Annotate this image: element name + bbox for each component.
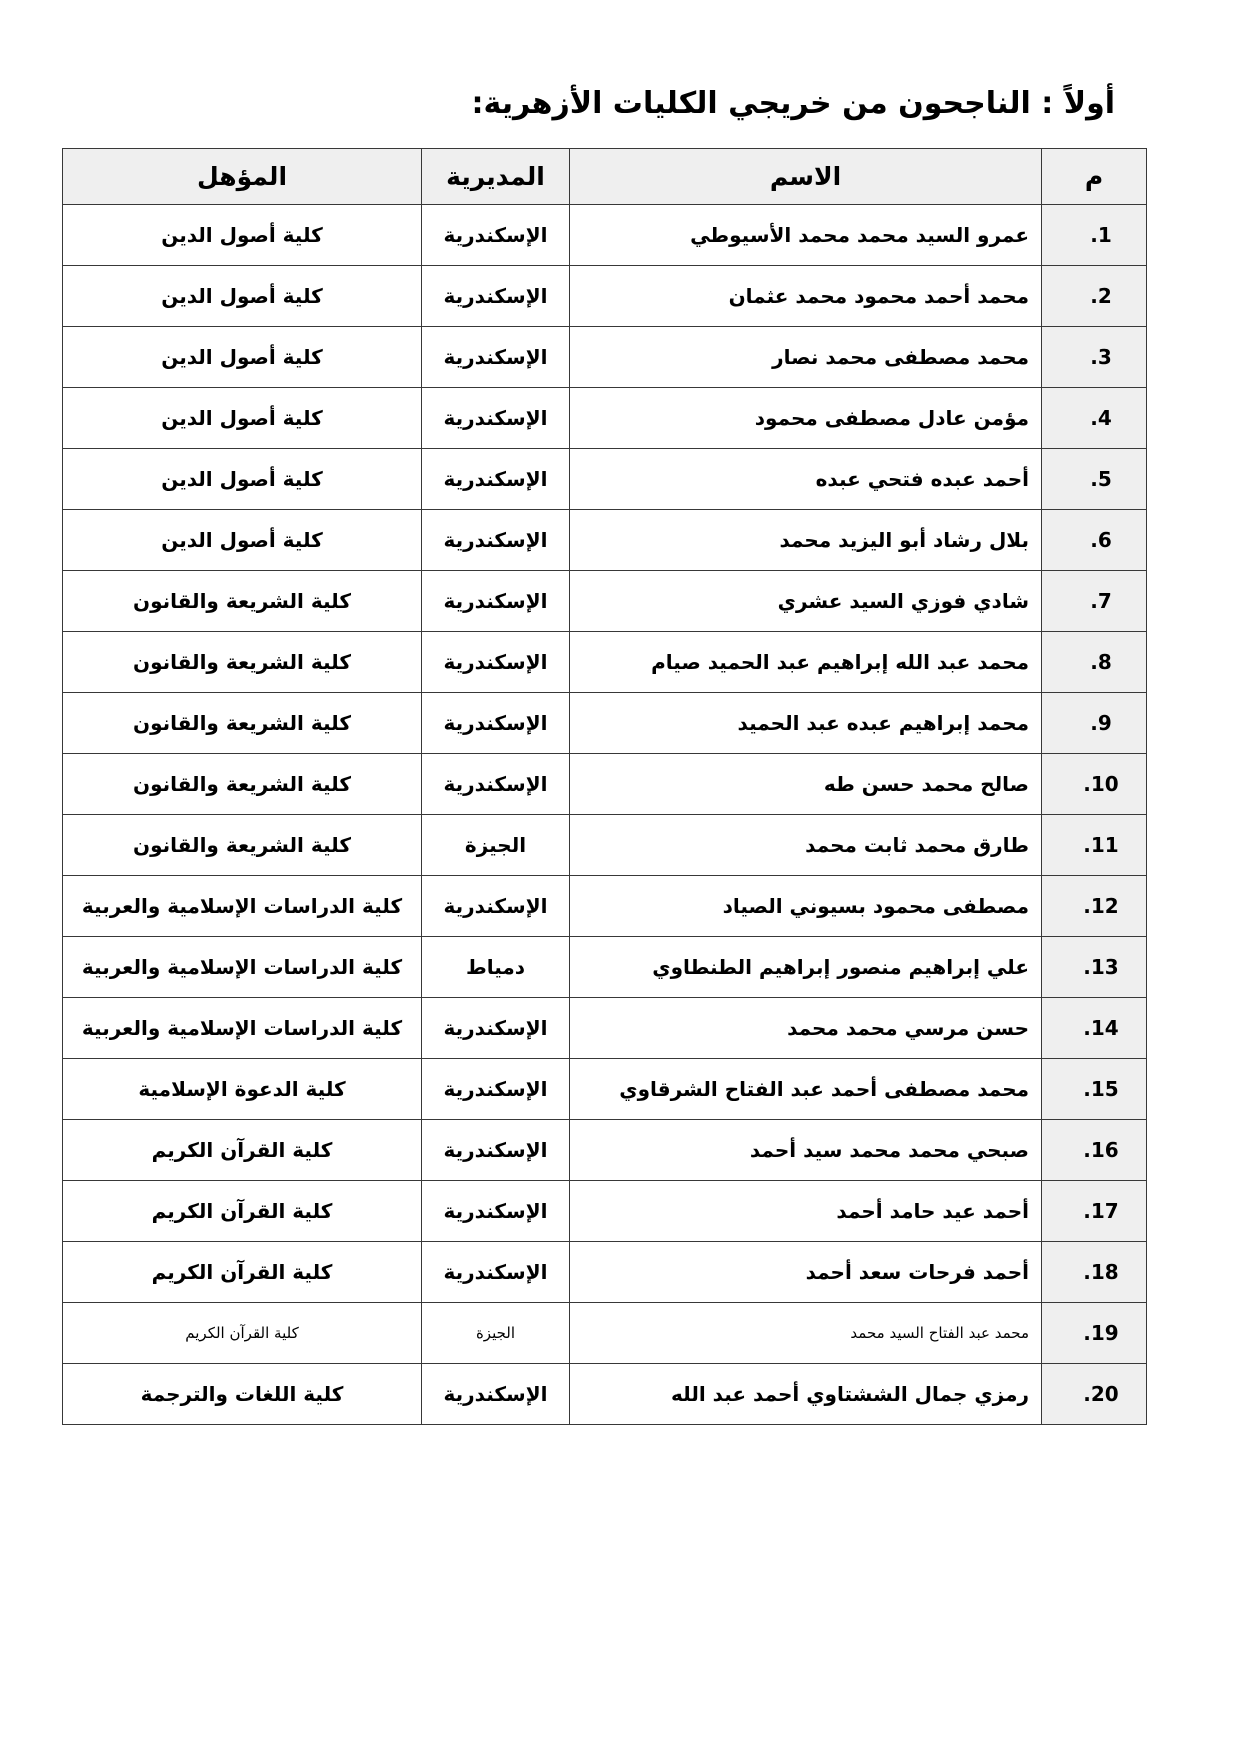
directorate-cell: الإسكندرية (422, 327, 570, 388)
directorate-cell: الإسكندرية (422, 1059, 570, 1120)
qualification-cell: كلية اللغات والترجمة (63, 1364, 422, 1425)
qualification-cell: كلية الشريعة والقانون (63, 571, 422, 632)
qualification-cell: كلية القرآن الكريم (63, 1120, 422, 1181)
row-number-cell: 10. (1042, 754, 1147, 815)
qualification-cell: كلية أصول الدين (63, 327, 422, 388)
qualification-cell: كلية القرآن الكريم (63, 1242, 422, 1303)
row-number-cell: 19. (1042, 1303, 1147, 1364)
table-row (63, 571, 1147, 632)
qualification-cell: كلية الدعوة الإسلامية (63, 1059, 422, 1120)
table-header-row (63, 149, 1147, 205)
table-row (63, 754, 1147, 815)
row-number-cell: 14. (1042, 998, 1147, 1059)
qualification-cell: كلية القرآن الكريم (63, 1181, 422, 1242)
graduate-name-cell: طارق محمد ثابت محمد (570, 815, 1042, 876)
directorate-cell: الإسكندرية (422, 632, 570, 693)
graduates-table (62, 148, 1147, 1425)
graduate-name-cell: محمد إبراهيم عبده عبد الحميد (570, 693, 1042, 754)
directorate-cell: الإسكندرية (422, 1120, 570, 1181)
directorate-cell: الجيزة (422, 1303, 570, 1364)
directorate-cell: الإسكندرية (422, 266, 570, 327)
graduate-name-cell: مصطفى محمود بسيوني الصياد (570, 876, 1042, 937)
graduate-name-cell: صبحي محمد محمد سيد أحمد (570, 1120, 1042, 1181)
graduate-name-cell: محمد أحمد محمود محمد عثمان (570, 266, 1042, 327)
qualification-cell: كلية القرآن الكريم (63, 1303, 422, 1364)
table-row (63, 1120, 1147, 1181)
graduate-name-cell: محمد عبد الفتاح السيد محمد (570, 1303, 1042, 1364)
qualification-cell: كلية الدراسات الإسلامية والعربية (63, 876, 422, 937)
table-row (63, 388, 1147, 449)
directorate-cell: الإسكندرية (422, 449, 570, 510)
table-row (63, 510, 1147, 571)
directorate-cell: الإسكندرية (422, 998, 570, 1059)
qualification-cell: كلية الشريعة والقانون (63, 693, 422, 754)
table-row (63, 998, 1147, 1059)
row-number-cell: 2. (1042, 266, 1147, 327)
directorate-cell: الجيزة (422, 815, 570, 876)
table-row (63, 632, 1147, 693)
graduate-name-cell: محمد عبد الله إبراهيم عبد الحميد صيام (570, 632, 1042, 693)
directorate-cell: الإسكندرية (422, 1181, 570, 1242)
row-number-cell: 7. (1042, 571, 1147, 632)
directorate-cell: دمياط (422, 937, 570, 998)
directorate-cell: الإسكندرية (422, 205, 570, 266)
qualification-cell: كلية أصول الدين (63, 266, 422, 327)
row-number-cell: 1. (1042, 205, 1147, 266)
graduate-name-cell: علي إبراهيم منصور إبراهيم الطنطاوي (570, 937, 1042, 998)
row-number-cell: 9. (1042, 693, 1147, 754)
row-number-cell: 17. (1042, 1181, 1147, 1242)
graduate-name-cell: محمد مصطفى أحمد عبد الفتاح الشرقاوي (570, 1059, 1042, 1120)
graduate-name-cell: شادي فوزي السيد عشري (570, 571, 1042, 632)
directorate-cell: الإسكندرية (422, 693, 570, 754)
row-number-cell: 8. (1042, 632, 1147, 693)
row-number-cell: 12. (1042, 876, 1147, 937)
directorate-cell: الإسكندرية (422, 1242, 570, 1303)
qualification-cell: كلية أصول الدين (63, 205, 422, 266)
table-row (63, 1181, 1147, 1242)
table-row (63, 815, 1147, 876)
table-row (63, 205, 1147, 266)
graduate-name-cell: بلال رشاد أبو اليزيد محمد (570, 510, 1042, 571)
row-number-cell: 11. (1042, 815, 1147, 876)
directorate-cell: الإسكندرية (422, 388, 570, 449)
row-number-cell: 13. (1042, 937, 1147, 998)
header-number: م (1042, 149, 1147, 205)
row-number-cell: 20. (1042, 1364, 1147, 1425)
header-name: الاسم (570, 149, 1042, 205)
graduate-name-cell: رمزي جمال الششتاوي أحمد عبد الله (570, 1364, 1042, 1425)
qualification-cell: كلية الشريعة والقانون (63, 754, 422, 815)
table-row (63, 1364, 1147, 1425)
graduate-name-cell: أحمد عبده فتحي عبده (570, 449, 1042, 510)
table-row (63, 327, 1147, 388)
row-number-cell: 16. (1042, 1120, 1147, 1181)
table-row (63, 266, 1147, 327)
graduate-name-cell: محمد مصطفى محمد نصار (570, 327, 1042, 388)
row-number-cell: 4. (1042, 388, 1147, 449)
header-directorate: المديرية (422, 149, 570, 205)
table-row (63, 1059, 1147, 1120)
table-row (63, 449, 1147, 510)
qualification-cell: كلية الشريعة والقانون (63, 815, 422, 876)
row-number-cell: 3. (1042, 327, 1147, 388)
directorate-cell: الإسكندرية (422, 876, 570, 937)
page-title: أولاً : الناجحون من خريجي الكليات الأزهرية: (471, 86, 1115, 121)
qualification-cell: كلية أصول الدين (63, 388, 422, 449)
table-row (63, 876, 1147, 937)
directorate-cell: الإسكندرية (422, 1364, 570, 1425)
graduate-name-cell: أحمد عيد حامد أحمد (570, 1181, 1042, 1242)
table-row (63, 1303, 1147, 1364)
directorate-cell: الإسكندرية (422, 754, 570, 815)
directorate-cell: الإسكندرية (422, 510, 570, 571)
graduate-name-cell: صالح محمد حسن طه (570, 754, 1042, 815)
graduate-name-cell: مؤمن عادل مصطفى محمود (570, 388, 1042, 449)
graduate-name-cell: أحمد فرحات سعد أحمد (570, 1242, 1042, 1303)
graduate-name-cell: عمرو السيد محمد محمد الأسيوطي (570, 205, 1042, 266)
table-row (63, 693, 1147, 754)
table-row (63, 937, 1147, 998)
header-qualification: المؤهل (63, 149, 422, 205)
table-row (63, 1242, 1147, 1303)
row-number-cell: 5. (1042, 449, 1147, 510)
qualification-cell: كلية الدراسات الإسلامية والعربية (63, 937, 422, 998)
qualification-cell: كلية الدراسات الإسلامية والعربية (63, 998, 422, 1059)
qualification-cell: كلية أصول الدين (63, 449, 422, 510)
qualification-cell: كلية الشريعة والقانون (63, 632, 422, 693)
qualification-cell: كلية أصول الدين (63, 510, 422, 571)
row-number-cell: 18. (1042, 1242, 1147, 1303)
graduate-name-cell: حسن مرسي محمد محمد (570, 998, 1042, 1059)
row-number-cell: 6. (1042, 510, 1147, 571)
row-number-cell: 15. (1042, 1059, 1147, 1120)
table-body (63, 205, 1147, 1425)
directorate-cell: الإسكندرية (422, 571, 570, 632)
